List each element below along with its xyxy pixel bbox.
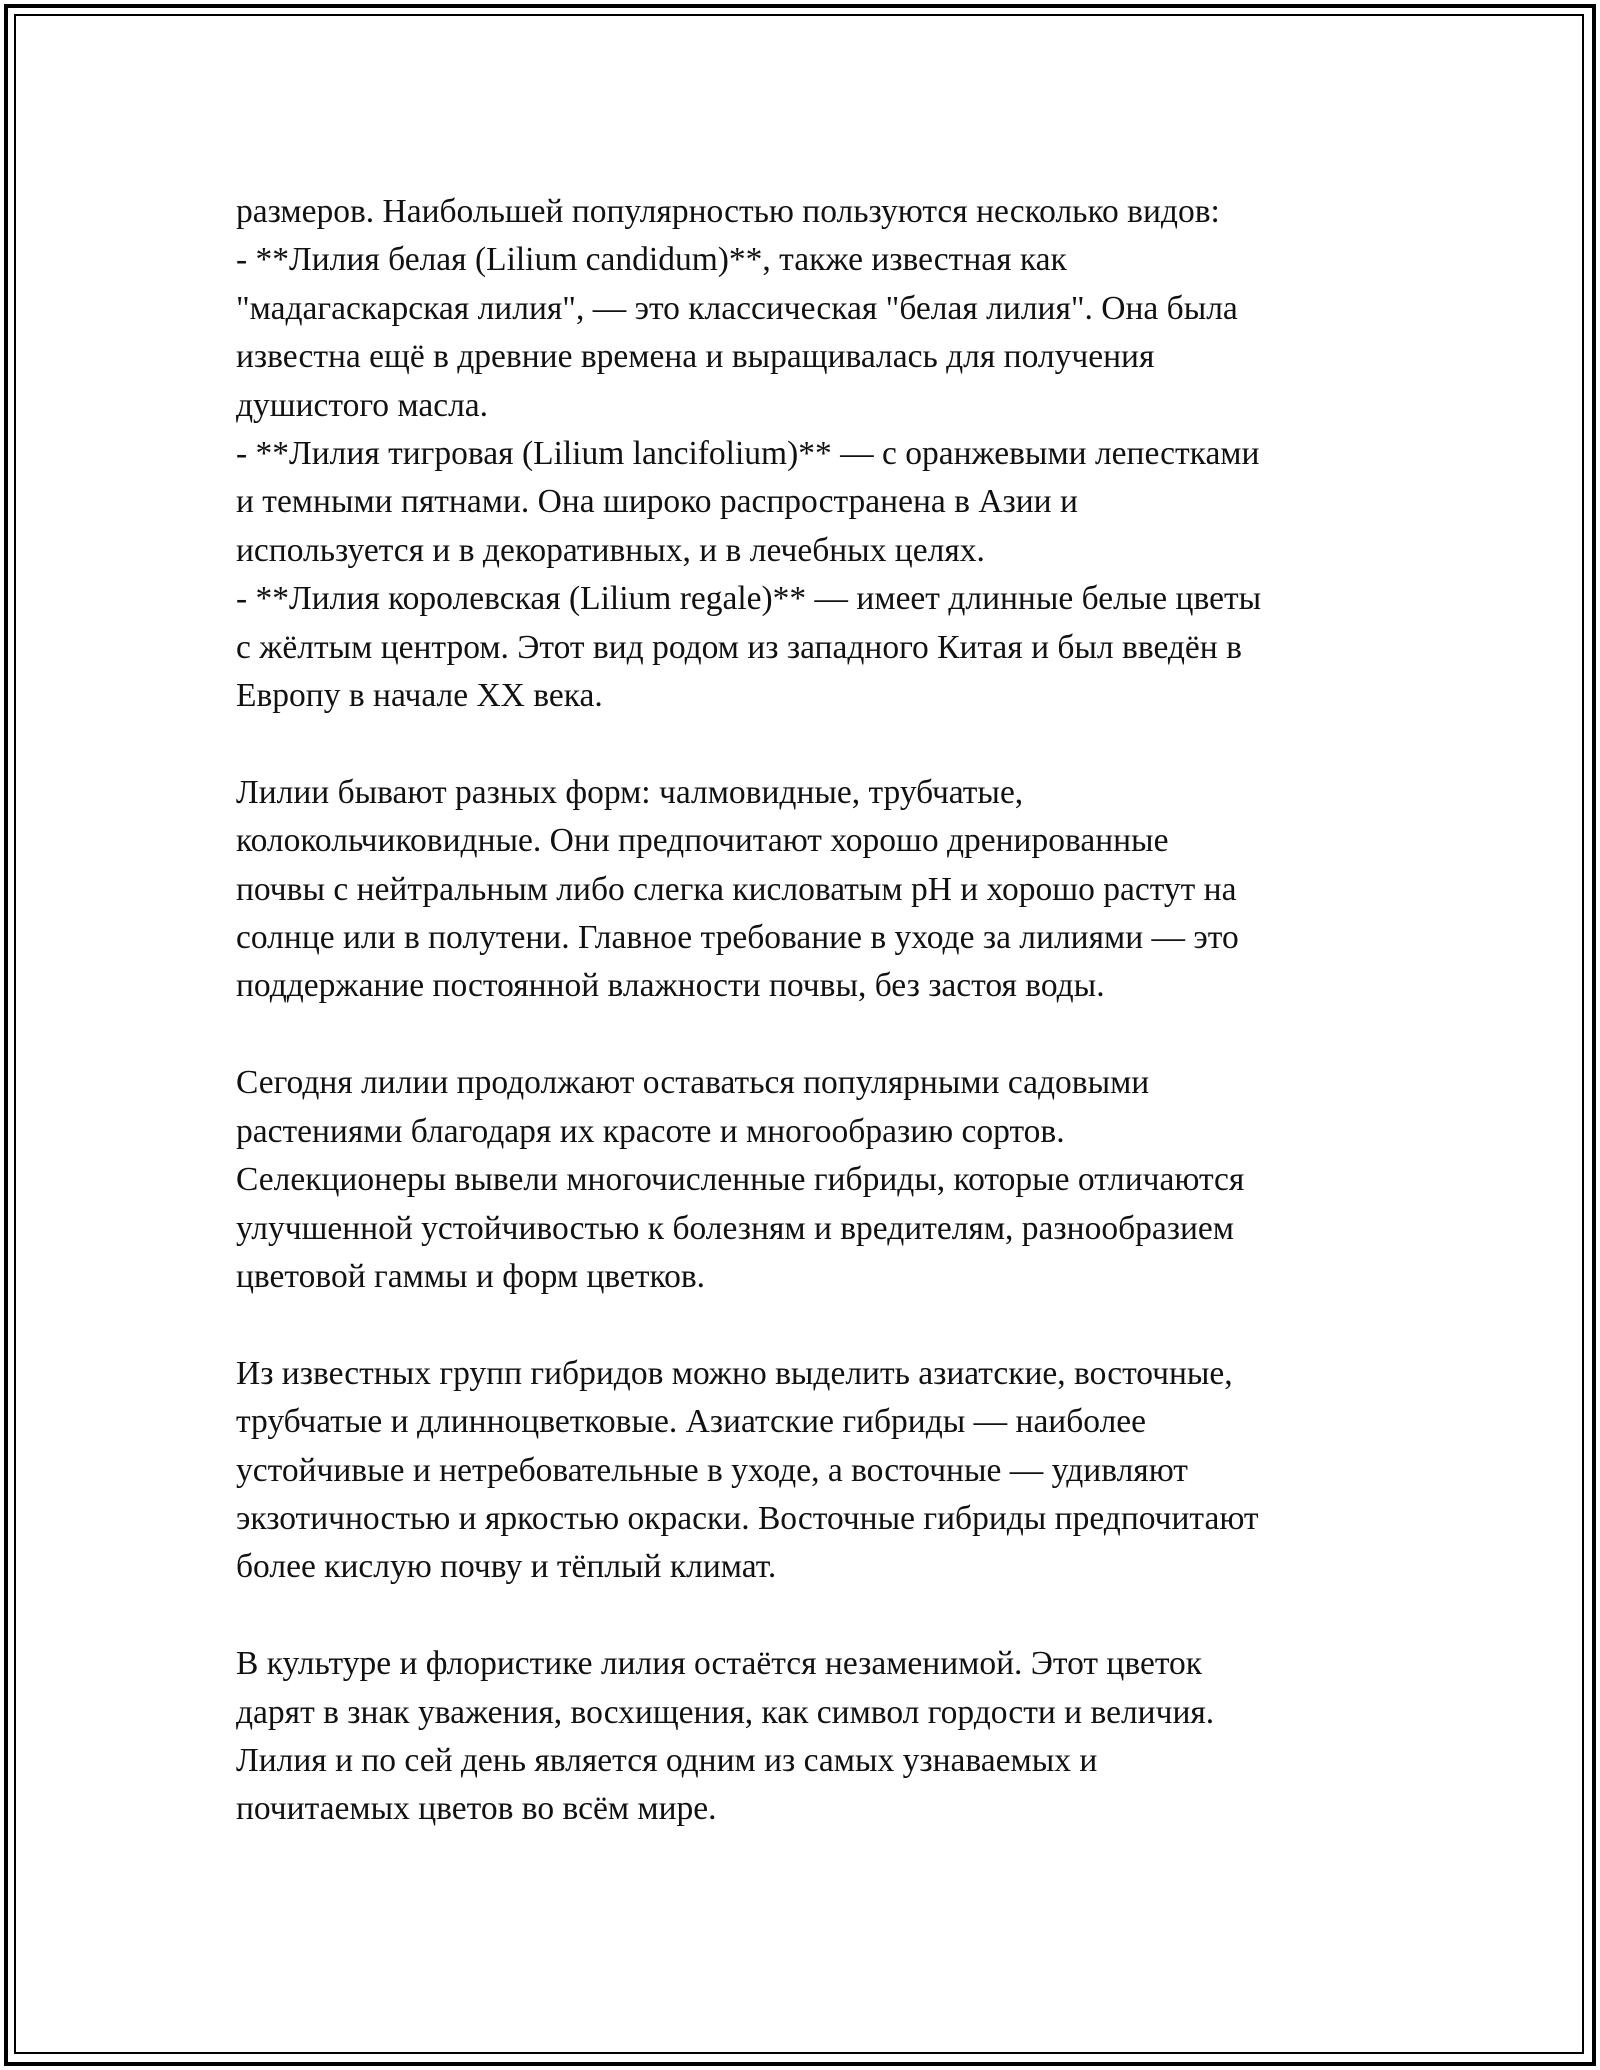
- paragraph-lily-today: [236, 1059, 1376, 1301]
- text-line: улучшенной устойчивостью к болезням и вредителям, разнообразием: [236, 1209, 1234, 1247]
- text-line: Из известных групп гибридов можно выделить азиатские, восточные,: [236, 1354, 1233, 1392]
- text-line: трубчатые и длинноцветковые. Азиатские гибриды — наиболее: [236, 1403, 1147, 1441]
- text-line: В культуре и флористике лилия остаётся незаменимой. Этот цветок: [236, 1645, 1203, 1683]
- text-line: с жёлтым центром. Этот вид родом из западного Китая и был введён в: [236, 628, 1242, 666]
- text-line: и темными пятнами. Она широко распространена в Азии и: [236, 483, 1078, 521]
- text-line: почитаемых цветов во всём мире.: [236, 1790, 717, 1828]
- text-line: экзотичностью и яркостью окраски. Восточные гибриды предпочитают: [236, 1499, 1259, 1537]
- text-line: душистого масла.: [236, 386, 489, 424]
- text-line: солнце или в полутени. Главное требование в уходе за лилиями — это: [236, 919, 1239, 957]
- paragraph-hybrid-groups: [236, 1350, 1376, 1592]
- text-line: известна ещё в древние времена и выращивалась для получения: [236, 338, 1155, 376]
- text-line: устойчивые и нетребовательные в уходе, а восточные — удивляют: [236, 1451, 1188, 1489]
- text-line: колокольчиковидные. Они предпочитают хорошо дренированные: [236, 822, 1169, 860]
- text-line: - **Лилия белая (Lilium candidum)**, также известная как: [236, 241, 1067, 279]
- text-line: - **Лилия тигровая (Lilium lancifolium)** — с оранжевыми лепестками: [236, 435, 1260, 473]
- text-line: используется и в декоративных, и в лечебных целях.: [236, 531, 985, 569]
- text-line: размеров. Наибольшей популярностью пользуются несколько видов:: [236, 193, 1220, 230]
- text-line: - **Лилия королевская (Lilium regale)** — имеет длинные белые цветы: [236, 580, 1262, 618]
- text-line: почвы с нейтральным либо слегка кисловатым pH и хорошо растут на: [236, 870, 1237, 908]
- text-line: поддержание постоянной влажности почвы, без застоя воды.: [236, 967, 1105, 1005]
- paragraph-lily-culture: [236, 1640, 1376, 1834]
- paragraph-lily-species: [236, 188, 1376, 720]
- text-line: более кислую почву и тёплый климат.: [236, 1548, 777, 1586]
- text-line: "мадагаскарская лилия", — это классическая "белая лилия". Она была: [236, 289, 1238, 327]
- text-line: Лилия и по сей день является одним из самых узнаваемых и: [236, 1741, 1098, 1779]
- text-line: растениями благодаря их красоте и многообразию сортов.: [236, 1112, 1065, 1150]
- document-body: [236, 188, 1376, 1882]
- text-line: дарят в знак уважения, восхищения, как символ гордости и величия.: [236, 1693, 1215, 1731]
- paragraph-lily-forms: [236, 769, 1376, 1011]
- text-line: Сегодня лилии продолжают оставаться популярными садовыми: [236, 1064, 1150, 1102]
- text-line: Европу в начале XX века.: [236, 677, 603, 715]
- text-line: Лилии бывают разных форм: чалмовидные, трубчатые,: [236, 773, 1024, 811]
- text-line: Селекционеры вывели многочисленные гибриды, которые отличаются: [236, 1161, 1245, 1199]
- text-line: цветовой гаммы и форм цветков.: [236, 1257, 706, 1295]
